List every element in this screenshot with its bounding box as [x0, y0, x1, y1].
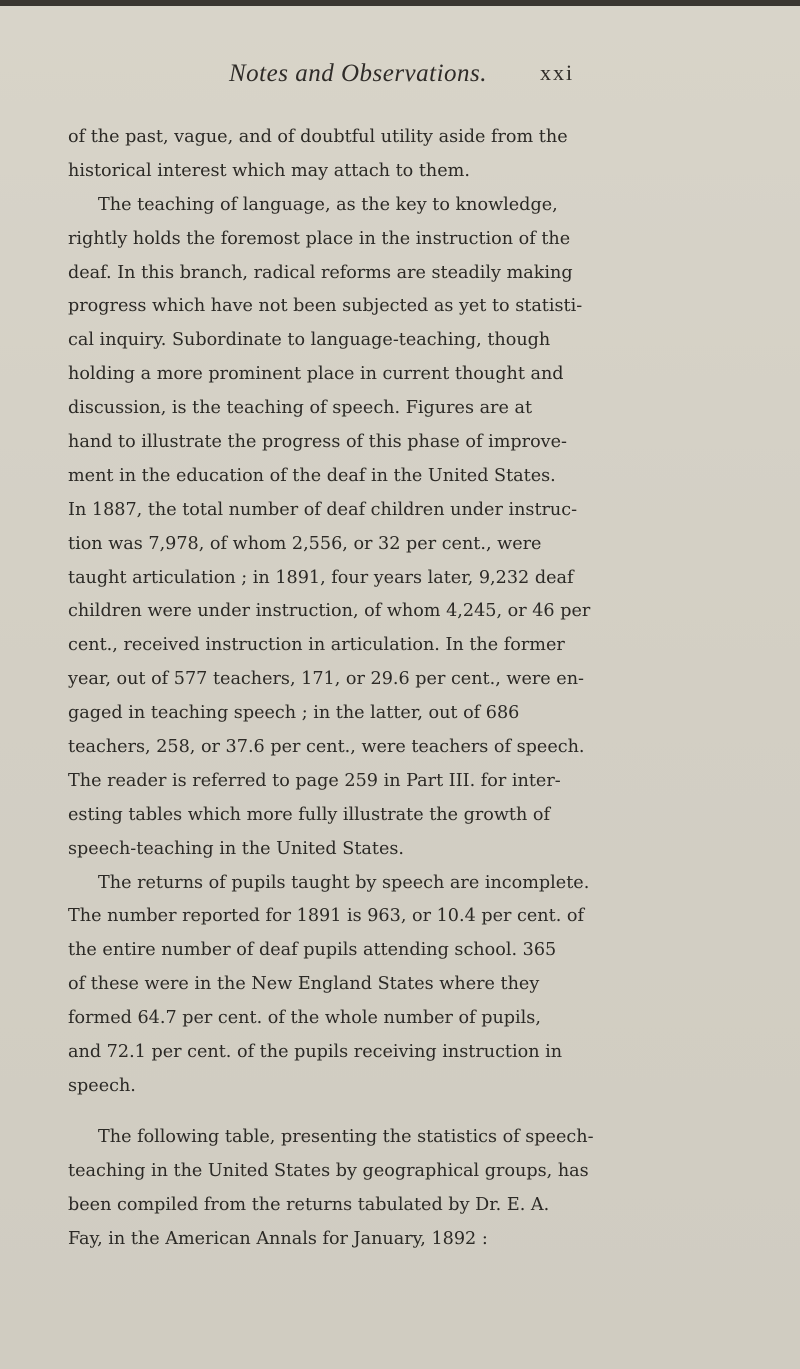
text-line: teachers, 258, or 37.6 per cent., were teachers of speech. [68, 737, 585, 758]
page-number: xxi [540, 60, 575, 85]
text-line: deaf. In this branch, radical reforms are steadily making [68, 262, 573, 283]
text-line: year, out of 577 teachers, 171, or 29.6 per cent., were en- [68, 669, 584, 690]
text-line: The number reported for 1891 is 963, or 10.4 per cent. of [68, 906, 585, 927]
text-line: of the past, vague, and of doubtful utility aside from the [68, 127, 568, 147]
running-title: Notes and Observations. [229, 60, 488, 87]
text-line: ment in the education of the deaf in the United States. [68, 465, 556, 486]
text-line: children were under instruction, of whom 4,245, or 46 per [68, 601, 591, 622]
text-line: Fay, in the American Annals for January, 1892 : [68, 1228, 488, 1249]
text-line: The returns of pupils taught by speech are incomplete. [98, 872, 590, 893]
top-edge-rule [0, 0, 800, 6]
text-line: rightly holds the foremost place in the instruction of the [68, 228, 571, 249]
text-line: cent., received instruction in articulation. In the former [68, 635, 565, 656]
text-line: speech-teaching in the United States. [68, 838, 405, 859]
text-line: been compiled from the returns tabulated by Dr. E. A. [68, 1194, 550, 1215]
paragraph-gap [68, 1104, 628, 1121]
text-line: progress which have not been subjected as yet to statisti- [68, 296, 583, 317]
text-line: In 1887, the total number of deaf children under instruc- [68, 499, 578, 520]
text-line: historical interest which may attach to them. [68, 160, 470, 181]
text-line: esting tables which more fully illustrate the growth of [68, 804, 551, 825]
text-line: cal inquiry. Subordinate to language-teaching, though [68, 330, 551, 351]
body-text [68, 121, 628, 1256]
text-line: formed 64.7 per cent. of the whole number of pupils, [68, 1008, 541, 1029]
running-header [0, 60, 800, 100]
text-line: tion was 7,978, of whom 2,556, or 32 per cent., were [68, 533, 542, 554]
text-line: gaged in teaching speech ; in the latter, out of 686 [68, 703, 520, 724]
text-line: and 72.1 per cent. of the pupils receiving instruction in [68, 1042, 563, 1063]
paragraph [68, 189, 628, 867]
text-line: discussion, is the teaching of speech. Figures are at [68, 398, 533, 419]
text-line: The following table, presenting the statistics of speech- [98, 1126, 594, 1147]
paragraph [68, 1121, 628, 1257]
text-line: speech. [68, 1075, 136, 1096]
text-line: teaching in the United States by geographical groups, has [68, 1160, 589, 1181]
text-line: hand to illustrate the progress of this phase of improve- [68, 432, 567, 453]
text-line: holding a more prominent place in current thought and [68, 364, 564, 385]
text-line: the entire number of deaf pupils attending school. 365 [68, 940, 557, 961]
text-line: The reader is referred to page 259 in Part III. for inter- [68, 770, 561, 791]
paragraph [68, 121, 628, 189]
text-line: taught articulation ; in 1891, four years later, 9,232 deaf [68, 567, 574, 588]
paragraph [68, 867, 628, 1104]
text-line: The teaching of language, as the key to knowledge, [98, 194, 558, 215]
text-line: of these were in the New England States where they [68, 974, 540, 995]
